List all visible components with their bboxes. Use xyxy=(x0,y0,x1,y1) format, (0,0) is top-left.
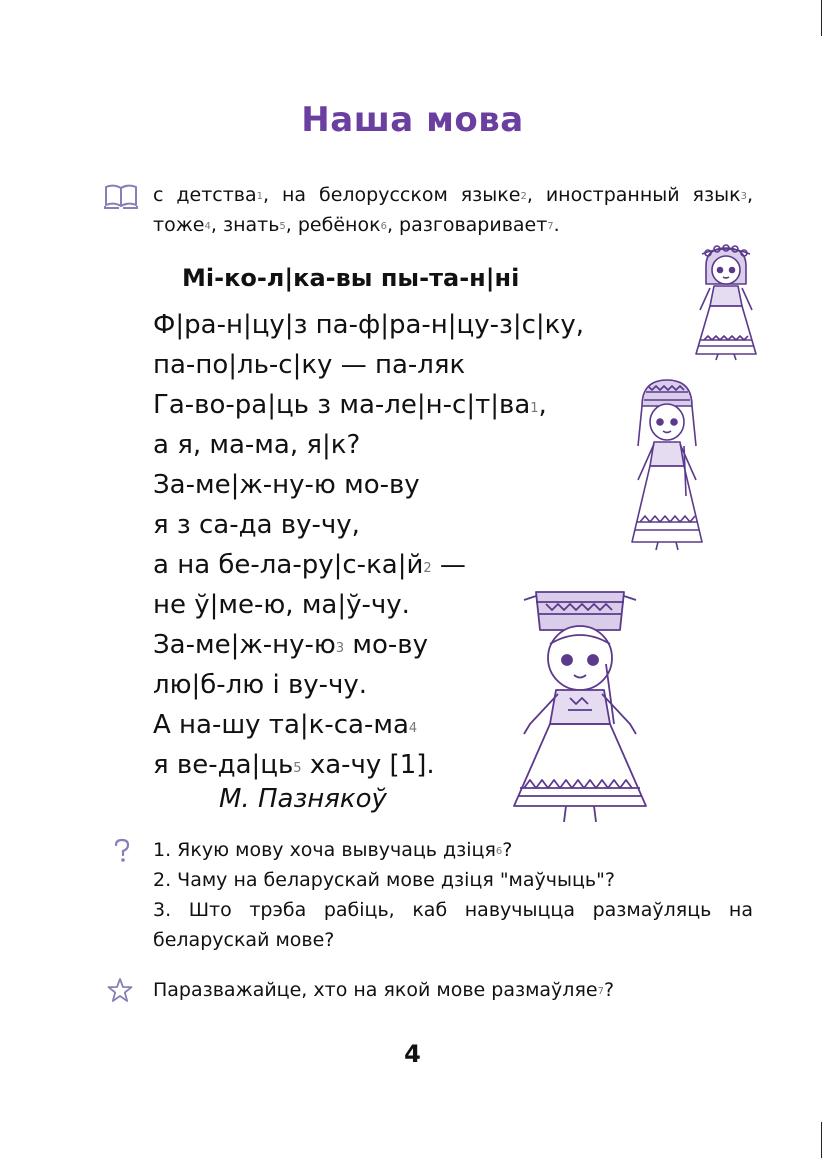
poem-author: М. Пазнякоў xyxy=(219,784,387,814)
footnote-marker: 3 xyxy=(740,191,747,202)
page-number: 4 xyxy=(404,1040,421,1068)
question-ending: ? xyxy=(502,839,513,861)
task-footnote: 7 xyxy=(597,986,604,997)
crop-mark-top xyxy=(821,0,822,36)
poem-line-text: я з са-да ву-чу, xyxy=(153,510,360,540)
poem-line xyxy=(153,465,623,505)
question-item xyxy=(153,865,753,895)
poem-line-text: За-ме|ж-ну-ю мо-ву xyxy=(153,470,420,500)
poem-line-text: я ве-да|ць xyxy=(153,750,294,780)
discussion-task xyxy=(153,975,614,1005)
crop-mark-bottom xyxy=(821,1122,822,1158)
footnote-marker: 7 xyxy=(547,221,554,232)
vocab-word: тоже xyxy=(153,214,205,236)
poem-line xyxy=(153,505,623,545)
poem-title: Мі-ко-л|ка-вы пы-та-н|ні xyxy=(182,264,520,292)
footnote-marker: 3 xyxy=(335,641,345,656)
question-text: 1. Якую мову хоча вывучаць дзіця xyxy=(153,839,496,861)
vocab-word: ребёнок xyxy=(297,214,381,236)
footnote-marker: 2 xyxy=(520,191,527,202)
vocabulary-list: с детства$^1$, на белорусском языке$^2$, иностранный язык$^3$, тоже$^4$, знать$^5$, ребёнок$^6$, разговаривает$^7$. xyxy=(153,184,753,236)
page-title: Наша мова xyxy=(301,100,524,140)
doll-illustration-small xyxy=(684,244,768,364)
poem-line xyxy=(153,385,623,425)
task-text: Паразважайце, хто на якой мове размаўляе xyxy=(153,979,598,1001)
questions-list xyxy=(153,835,753,955)
doll-illustration-medium xyxy=(618,376,716,552)
vocab-word: знать xyxy=(222,214,280,236)
doll-illustration-large xyxy=(494,574,666,826)
task-ending: ? xyxy=(603,979,615,1001)
poem-line-ending: мо-ву xyxy=(344,630,428,660)
poem-line-text: Ф|ра-н|цу|з па-ф|ра-н|цу-з|с|ку, xyxy=(153,310,584,340)
poem-line-ending: ха-чу [1]. xyxy=(301,750,435,780)
poem-line-text: а я, ма-ма, я|к? xyxy=(153,430,361,460)
question-mark-icon xyxy=(112,838,132,864)
footnote-marker: 6 xyxy=(380,221,387,232)
question-item xyxy=(153,835,753,865)
poem-line-text: а на бе-ла-ру|с-ка|й xyxy=(153,550,424,580)
poem-line-ending: — xyxy=(431,550,466,580)
footnote-marker: 2 xyxy=(423,561,432,576)
poem-line-text: не ў|ме-ю, ма|ў-чу. xyxy=(153,590,410,620)
poem-line-text: лю|б-лю і ву-чу. xyxy=(153,670,368,700)
footnote-marker: 1 xyxy=(256,191,264,202)
question-text: 2. Чаму на беларускай мове дзіця "маўчыць"? xyxy=(153,869,615,891)
footnote-marker: 5 xyxy=(293,761,302,776)
star-icon xyxy=(107,977,133,1003)
question-text: 3. Што трэба рабіць, каб навучыцца размаўляць на беларускай мове? xyxy=(153,899,753,951)
poem-line-text: Га-во-ра|ць з ма-ле|н-с|т|ва xyxy=(153,390,531,420)
vocab-word: разговаривает xyxy=(399,214,548,236)
poem-line xyxy=(153,345,623,385)
poem-line-text: па-по|ль-с|ку — па-ляк xyxy=(153,350,466,380)
footnote-marker: 4 xyxy=(204,221,211,232)
vocab-word: иностранный язык xyxy=(545,184,741,206)
footnote-marker: 6 xyxy=(495,846,503,857)
poem-line-ending: , xyxy=(538,390,547,420)
footnote-marker: 1 xyxy=(530,401,539,416)
footnote-marker: 5 xyxy=(279,221,286,232)
poem-line xyxy=(153,305,623,345)
poem-line xyxy=(153,425,623,465)
footnote-marker: 4 xyxy=(408,721,418,736)
open-book-icon xyxy=(104,183,138,209)
vocab-word: на белорусском языке xyxy=(282,184,521,206)
question-item xyxy=(153,895,753,955)
vocab-word: с детства xyxy=(153,184,257,206)
poem-line-text: За-ме|ж-ну-ю xyxy=(153,630,336,660)
poem-line-text: А на-шу та|к-са-ма xyxy=(153,710,409,740)
